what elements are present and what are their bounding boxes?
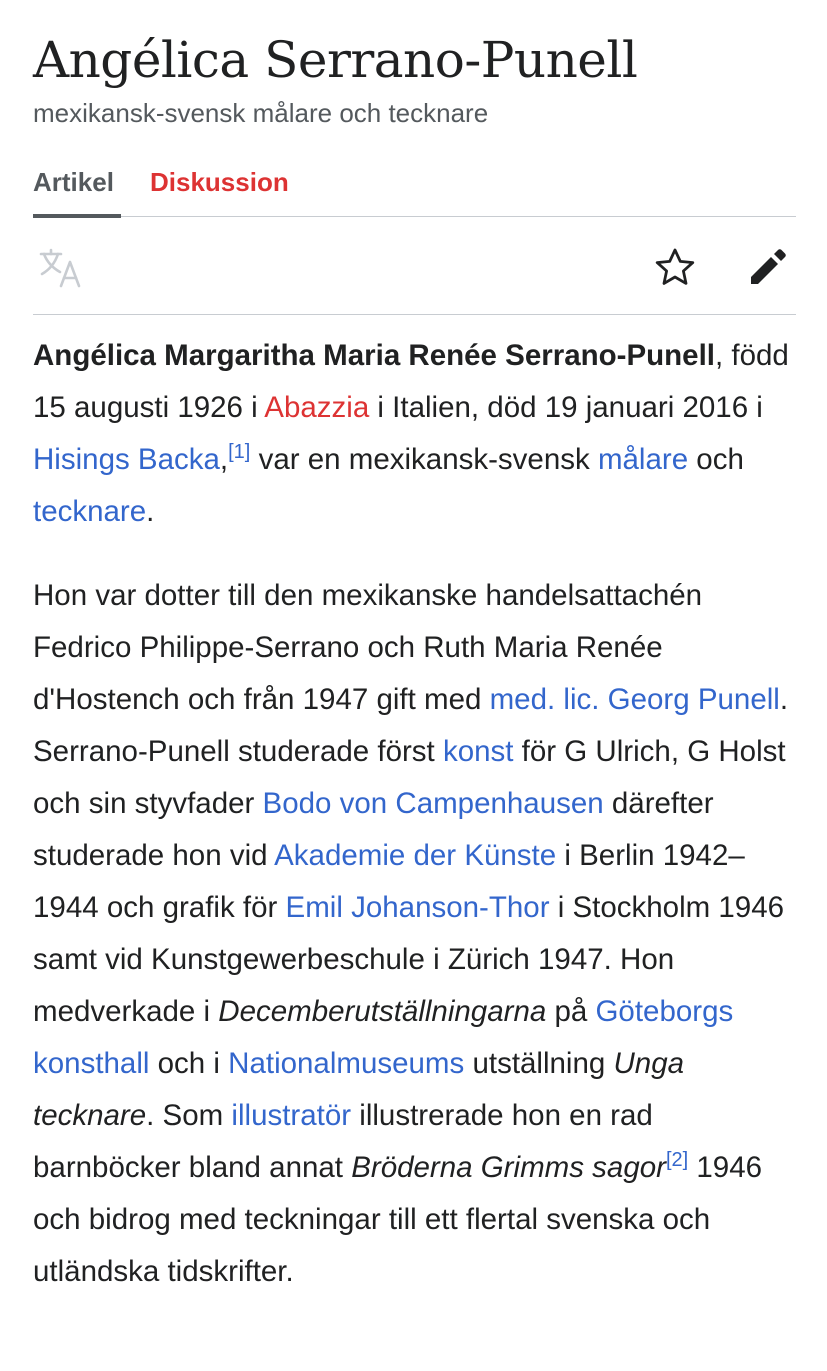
text: utställning xyxy=(464,1047,614,1080)
page-subtitle: mexikansk-svensk målare och tecknare xyxy=(33,98,489,128)
text: , född 15 augusti 1926 i xyxy=(33,339,789,424)
text: . Som xyxy=(146,1099,232,1132)
link-hisings-backa[interactable]: Hisings Backa xyxy=(33,443,220,476)
tab-article[interactable]: Artikel xyxy=(33,164,121,218)
translate-icon[interactable] xyxy=(39,248,83,288)
link-nationalmuseums[interactable]: Nationalmuseums xyxy=(228,1047,465,1080)
text: i Berlin 1942–1944 och grafik för xyxy=(33,839,745,924)
link-goteborgs-konsthall[interactable]: Göteborgs konsthall xyxy=(33,995,734,1080)
text: i Stockholm 1946 samt vid Kunstgewerbeschule i Zürich 1947. Hon medverkade i xyxy=(33,891,785,1028)
link-abazzia[interactable]: Abazzia xyxy=(264,391,370,424)
link-emil-johanson-thor[interactable]: Emil Johanson-Thor xyxy=(285,891,550,924)
page-tabs xyxy=(33,160,796,217)
pencil-icon[interactable] xyxy=(745,246,789,290)
link-malare[interactable]: målare xyxy=(597,443,689,476)
link-akademie-der-kunste[interactable]: Akademie der Künste xyxy=(274,839,557,872)
text: . xyxy=(146,495,155,528)
text: var en mexikansk-svensk xyxy=(250,443,598,476)
exhibition-title: Decemberutställningarna xyxy=(218,995,547,1028)
link-illustrator[interactable]: illustratör xyxy=(231,1099,352,1132)
link-bodo-von-campenhausen[interactable]: Bodo von Campenhausen xyxy=(262,787,604,820)
exhibition-title: Unga tecknare xyxy=(33,1047,685,1132)
reference-link-2[interactable]: [2] xyxy=(665,1149,689,1172)
star-icon[interactable] xyxy=(653,246,697,290)
book-title: Bröderna Grimms sagor xyxy=(351,1151,666,1184)
reference-link-1[interactable]: [1] xyxy=(228,441,251,464)
article-content xyxy=(33,330,803,1298)
reference-1 xyxy=(228,441,250,463)
link-konst[interactable]: konst xyxy=(442,735,514,768)
text: 1946 och bidrog med teckningar till ett flertal svenska och utländska tidskrifter. xyxy=(33,1151,763,1288)
text: därefter studerade hon vid xyxy=(33,787,714,872)
text: i Italien, död 19 januari 2016 i xyxy=(369,391,763,424)
reference-2 xyxy=(666,1149,688,1171)
text: illustrerade hon en rad barnböcker bland annat xyxy=(33,1099,653,1184)
text: Hon var dotter till den mexikanske handelsattachén Fedrico Philippe-Serrano och Ruth Maria Renée d'Hostench och från 1947 gift med xyxy=(33,579,703,716)
page-actions-bar xyxy=(33,216,796,315)
page-title: Angélica Serrano-Punell xyxy=(33,31,638,89)
text: och xyxy=(688,443,744,476)
text: , xyxy=(219,443,229,476)
text: och i xyxy=(149,1047,229,1080)
intro-paragraph xyxy=(33,330,803,538)
subject-name: Angélica Margaritha Maria Renée Serrano-Punell xyxy=(33,339,715,372)
text: för G Ulrich, G Holst och sin styvfader xyxy=(33,735,786,820)
tab-talk[interactable]: Diskussion xyxy=(150,167,289,197)
text: . Serrano-Punell studerade först xyxy=(33,683,789,768)
text: på xyxy=(546,995,596,1028)
link-tecknare[interactable]: tecknare xyxy=(33,495,147,528)
link-georg-punell[interactable]: med. lic. Georg Punell xyxy=(489,683,780,716)
biography-paragraph xyxy=(33,570,803,1298)
